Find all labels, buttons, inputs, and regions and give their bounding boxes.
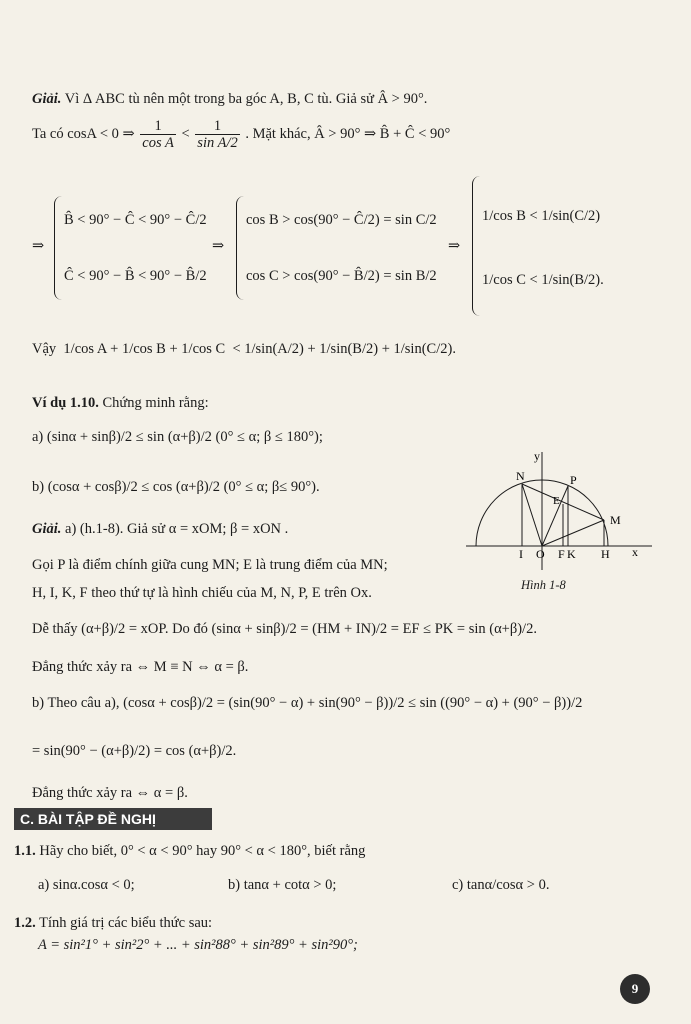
exercise-1-2-text: Tính giá trị các biểu thức sau: — [35, 915, 213, 931]
solution2-eq2: Đẳng thức xảy ra ⇔ α = β. — [32, 785, 188, 801]
exercise-1-1-title: 1.1. — [14, 843, 36, 859]
example-part-b: b) (cosα + cosβ)/2 ≤ cos (α+β)/2 (0° ≤ α; β≤ 90°). — [32, 479, 320, 495]
label-M: M — [610, 513, 621, 527]
label-O: O — [536, 547, 545, 561]
exercise-1-2-title: 1.2. — [14, 915, 36, 931]
solution2-de: Dễ thấy (α+β)/2 = xOP. Do đó (sinα + sinβ)/2 = (HM + IN)/2 = EF ≤ PK = sin (α+β)/2. — [32, 621, 537, 637]
system-b1: cos B > cos(90° − Ĉ/2) = sin C/2 — [246, 212, 437, 228]
less-than: < — [181, 125, 190, 142]
example-heading — [32, 394, 209, 412]
segment-ON — [522, 484, 542, 546]
arrow-2: ⇒ — [212, 238, 225, 254]
label-x: x — [632, 545, 638, 559]
conclusion-rhs: < 1/sin(A/2) + 1/sin(B/2) + 1/sin(C/2). — [232, 341, 456, 357]
exercise-1-1-text: Hãy cho biết, 0° < α < 90° hay 90° < α < 180°, biết rằng — [35, 843, 366, 859]
figure-1-8 — [464, 448, 654, 574]
conclusion-lhs: 1/cos A + 1/cos B + 1/cos C — [63, 341, 226, 357]
system-c2: 1/cos C < 1/sin(B/2). — [482, 272, 604, 288]
cos-inequality-line — [32, 118, 450, 151]
exercise-1-2 — [14, 914, 212, 932]
solution-label: Giải. — [32, 91, 62, 107]
solution2-text: a) (h.1-8). Giả sử α = xOM; β = xON . — [61, 521, 289, 537]
system-b2: cos C > cos(90° − B̂/2) = sin B/2 — [246, 268, 437, 284]
label-E: E — [553, 495, 560, 507]
fraction-1-cosA: $\frac{1}{\text{cos A}}$ — [142, 118, 174, 151]
page-number: 9 — [620, 974, 650, 1004]
fraction-1-sinA2: $\frac{1}{\text{sin A/2}}$ — [197, 118, 238, 151]
arrow-3: ⇒ — [448, 238, 461, 254]
solution2-p: Gọi P là điểm chính giữa cung MN; E là trung điểm của MN; — [32, 557, 388, 573]
section-title: C. BÀI TẬP ĐỀ NGHỊ — [14, 808, 212, 830]
brace-3 — [472, 176, 481, 316]
system-a2: Ĉ < 90° − B̂ < 90° − B̂/2 — [64, 268, 207, 284]
solution2-b1: b) Theo câu a), (cosα + cosβ)/2 = (sin(90° − α) + sin(90° − β))/2 ≤ sin ((90° − α) + (90° − β))/2 — [32, 695, 583, 711]
solution-line — [32, 90, 427, 108]
exercise-1-1-c: c) tanα/cosα > 0. — [452, 877, 550, 893]
system-c1: 1/cos B < 1/sin(C/2) — [482, 208, 601, 224]
solution2-line — [32, 520, 288, 538]
label-y: y — [534, 449, 540, 463]
exercise-1-1 — [14, 842, 365, 860]
conclusion-label: Vậy — [32, 341, 57, 357]
exercise-1-1-a: a) sinα.cosα < 0; — [38, 877, 135, 893]
label-I: I — [519, 547, 523, 561]
exercise-1-1-b: b) tanα + cotα > 0; — [228, 877, 337, 893]
brace-1 — [54, 196, 63, 300]
label-H: H — [601, 547, 610, 561]
conclusion-line — [32, 340, 456, 358]
label-K: K — [567, 547, 576, 561]
figure-caption: Hình 1-8 — [521, 578, 566, 592]
solution2-b2: = sin(90° − (α+β)/2) = cos (α+β)/2. — [32, 743, 237, 759]
label-P: P — [570, 473, 577, 487]
arrow-1: ⇒ — [32, 238, 45, 254]
line2-suffix: . Mặt khác, Â > 90° ⇒ B̂ + Ĉ < 90° — [245, 125, 451, 142]
line2-prefix: Ta có cosA < 0 ⇒ — [32, 125, 135, 142]
solution2-eq: Đẳng thức xảy ra ⇔ M ≡ N ⇔ α = β. — [32, 659, 249, 675]
example-text: Chứng minh rằng: — [98, 395, 209, 411]
solution-text: Vì Δ ABC tù nên một trong ba góc A, B, C tù. Giả sử Â > 90°. — [61, 91, 428, 107]
label-N: N — [516, 469, 525, 483]
solution2-label: Giải. — [32, 521, 62, 537]
label-F: F — [558, 547, 565, 561]
example-title: Ví dụ 1.10. — [32, 395, 99, 411]
brace-2 — [236, 196, 245, 300]
solution2-h: H, I, K, F theo thứ tự là hình chiếu của M, N, P, E trên Ox. — [32, 585, 372, 601]
exercise-1-2-expr: A = sin²1° + sin²2° + ... + sin²88° + sin²89° + sin²90°; — [38, 937, 358, 953]
example-part-a: a) (sinα + sinβ)/2 ≤ sin (α+β)/2 (0° ≤ α; β ≤ 180°); — [32, 429, 323, 445]
system-a1: B̂ < 90° − Ĉ < 90° − Ĉ/2 — [64, 212, 207, 228]
